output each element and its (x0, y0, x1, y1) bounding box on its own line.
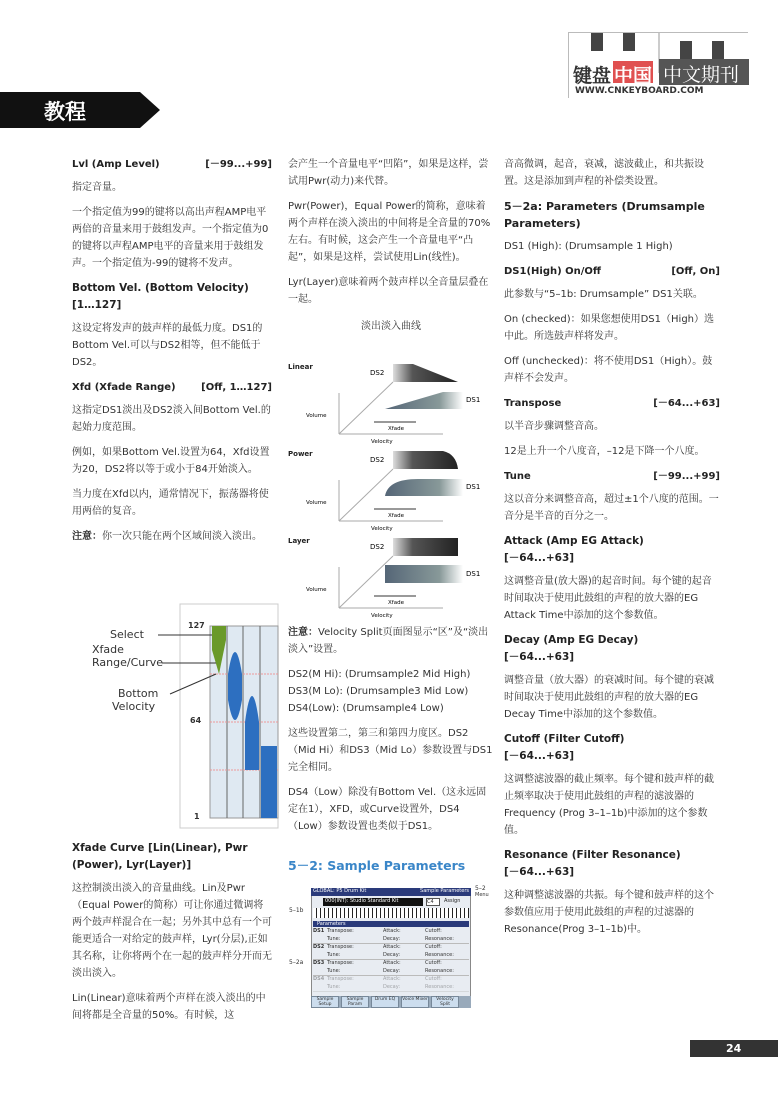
resonance-label: Resonance: (425, 952, 454, 958)
ds1-curve (385, 565, 463, 583)
ds-label: DS2 (313, 944, 325, 950)
note-text: 你一次只能在两个区域间淡入淡出。 (102, 531, 262, 542)
paragraph: 调整音量（放大器）的衰减时间。每个键的衰减时间取决于使用此鼓组的声程的放大器的EG Decay Time中添加的这个参数值。 (504, 675, 714, 720)
paragraph: 指定音量。 (72, 182, 122, 193)
label-select: Select (110, 628, 144, 641)
page-number-bar (690, 1040, 778, 1057)
section-heading: 5－2a: Parameters (Drumsample Parameters) (504, 200, 705, 230)
velocity-label: Velocity (371, 439, 393, 445)
note (72, 528, 272, 545)
callout-5-2a: 5–2a (289, 959, 304, 966)
param-range: [－99...+99] (653, 471, 720, 482)
param-title: Decay (Amp EG Decay) (504, 634, 639, 646)
param-range: [－64...+63] (504, 750, 575, 762)
paragraph: 这调整滤波器的截止频率。每个键和鼓声样的截止频率取决于使用此鼓组的声程的滤波器的Frequency (Prog 3–1–1b)中添加的这个参数值。 (504, 774, 714, 836)
paragraph: Pwr(Power)，Equal Power的简称，意味着两个声样在淡入淡出的中间将是全音量的70%左右。有时候，这会产生一个音量电平“凸起”，如果是这样，尝试使用Lin(线性)。 (288, 201, 491, 263)
logo (568, 32, 748, 98)
callout-menu: 5–2 (475, 885, 486, 892)
ds-label: DS4 (313, 976, 325, 982)
paragraph: Off (unchecked)：将不使用DS1（High）。鼓声样不会发声。 (504, 356, 713, 384)
tick-64: 64 (190, 716, 202, 725)
section-heading: 5－2: Sample Parameters (288, 858, 466, 873)
param-title: Resonance (Filter Resonance) (504, 849, 681, 861)
ds-label: DS1 (313, 928, 325, 934)
volume-label: Volume (306, 413, 327, 419)
ds2-curve (393, 364, 458, 382)
logo-text-2: 中国 (614, 65, 653, 87)
volume-label: Volume (306, 500, 327, 506)
column-2 (288, 156, 494, 345)
attack-label: Attack: (383, 976, 401, 982)
keyboard-strip[interactable] (313, 908, 469, 918)
transpose-label: Transpose: (327, 944, 354, 950)
paragraph: 这指定DS1淡出及DS2淡入间Bottom Vel.的起始力度范围。 (72, 405, 271, 433)
callout-menu-label: Menu (475, 892, 489, 898)
param-title: Lvl (Amp Level) (72, 159, 160, 170)
paragraph: 12是上升一个八度音，–12是下降一个八度。 (504, 446, 705, 457)
resonance-label: Resonance: (425, 968, 454, 974)
ds1-curve (385, 479, 463, 496)
tick-127: 127 (188, 621, 205, 630)
decay-label: Decay: (383, 936, 401, 942)
param-title: DS1(High) On/Off (504, 266, 602, 277)
paragraph: Lyr(Layer)意味着两个鼓声样以全音量层叠在一起。 (288, 277, 489, 305)
kit-name[interactable]: 000(INT): Studio Standard Kit (323, 898, 423, 906)
paragraph: 这种调整滤波器的共振。每个键和鼓声样的这个参数值应用于使用此鼓组的声程的过滤器的Resonance(Prog 3–1–1b)中。 (504, 890, 714, 935)
decay-label: Decay: (383, 984, 401, 990)
sample-parameters-screen (289, 883, 489, 1013)
param-range: [－64...+63] (653, 398, 720, 409)
ds2-curve (393, 538, 458, 556)
attack-label: Attack: (383, 944, 401, 950)
param-title: Xfade Curve [Lin(Linear), Pwr (Power), Lyr(Layer)] (72, 842, 248, 871)
ds1-label: DS1 (466, 483, 481, 491)
param-range: [－64...+63] (504, 552, 575, 564)
column-3 (504, 156, 720, 946)
logo-url: WWW.CNKEYBOARD.COM (575, 86, 704, 96)
ds1-curve (385, 392, 463, 409)
label-bottom: Bottom (118, 687, 159, 700)
param-range: [－64...+63] (504, 651, 575, 663)
resonance-label: Resonance: (425, 984, 454, 990)
ds-row (313, 960, 469, 976)
ds-line: DS2(M Hi): (Drumsample2 Mid High) (288, 669, 471, 680)
transpose-label: Transpose: (327, 960, 354, 966)
page-number: 24 (726, 1042, 742, 1055)
note (288, 624, 494, 658)
param-range: [Off, On] (671, 266, 720, 277)
tune-label: Tune: (327, 984, 341, 990)
paragraph: 这控制淡出淡入的音量曲线。Lin及Pwr（Equal Power的简称）可让你通过微调将两个鼓声样混合在一起；另外其中总有一个可能更适合一对给定的鼓声样，Lyr(分层),正如其名称，让你将两个在一起的鼓声样分开而无淡出淡入。 (72, 883, 272, 979)
decay-label: Decay: (383, 968, 401, 974)
curve-label: Layer (288, 537, 310, 545)
note-text: Velocity Split页面图显示“区”及“淡出淡入”设置。 (288, 627, 489, 655)
ds-line: DS3(M Lo): (Drumsample3 Mid Low) (288, 686, 469, 697)
diagonal-axis (339, 469, 393, 521)
ds-row (313, 944, 469, 960)
paragraph: 此参数与“5–1b: Drumsample” DS1关联。 (504, 289, 703, 300)
title-text: Bottom Vel. (Bottom Velocity) (72, 282, 249, 294)
paragraph: 这调整音量(放大器)的起音时间。每个键的起音时间取决于使用此鼓组的声程的放大器的EG Attack Time中添加的这个参数值。 (504, 576, 712, 621)
screen-tab[interactable]: Voice Mixer (401, 996, 429, 1008)
screen-tab[interactable]: Velocity Split (431, 996, 459, 1008)
param-range: [1…127] (72, 299, 122, 311)
tune-label: Tune: (327, 968, 341, 974)
column-1 (72, 156, 272, 553)
cutoff-label: Cutoff: (425, 960, 442, 966)
cutoff-label: Cutoff: (425, 944, 442, 950)
label-range-curve: Range/Curve (92, 656, 164, 669)
label-velocity: Velocity (112, 700, 156, 713)
xfade-curves-figure (288, 355, 498, 619)
ds-row (313, 928, 469, 944)
logo-text-1: 键盘 (573, 65, 612, 87)
paragraph: 一个指定值为99的键将以高出声程AMP电平两倍的音量来用于鼓组发声。一个指定值为0的键将以声程AMP电平的音量来用于鼓组发声。一个指定值为-99的键将不发声。 (72, 207, 269, 269)
ds1-label: DS1 (466, 396, 481, 404)
param-range: [－99...+99] (205, 159, 272, 170)
paragraph: 会产生一个音量电平“凹陷”，如果是这样，尝试用Pwr(动力)来代替。 (288, 159, 489, 187)
paragraph: DS4（Low）除没有Bottom Vel.（这永远固定在1），XFD，或Curve设置外，DS4（Low）参数设置也类似于DS1。 (288, 787, 487, 832)
tune-label: Tune: (327, 952, 341, 958)
param-title: Cutoff (Filter Cutoff) (504, 733, 625, 745)
paragraph: 这些设置第二，第三和第四力度区。DS2（Mid Hi）和DS3（Mid Lo）参数设置与DS1完全相同。 (288, 728, 493, 773)
logo-text-3: 中文期刊 (663, 64, 740, 86)
column-1-lower (72, 840, 272, 1032)
ds2-label: DS2 (370, 456, 385, 464)
attack-label: Attack: (383, 960, 401, 966)
ds2-label: DS2 (370, 369, 385, 377)
screen-title-bar (311, 888, 471, 896)
paragraph: 这设定将发声的鼓声样的最低力度。DS1的Bottom Vel.可以与DS2相等，但不能低于DS2。 (72, 323, 263, 368)
column-2-lower (288, 624, 494, 882)
decay-label: Decay: (383, 952, 401, 958)
screen-title: GLOBAL: P5 Drum Kit (313, 888, 367, 894)
note-label: 注意： (72, 531, 102, 542)
section-header (0, 92, 160, 128)
label-xfade: Xfade (92, 643, 124, 656)
screen-tab[interactable]: Sample Setup (311, 996, 339, 1008)
callout-5-1b: 5–1b (289, 907, 304, 914)
ds-line: DS4(Low): (Drumsample4 Low) (288, 703, 444, 714)
ds-row (313, 976, 469, 992)
paragraph: DS1 (High): (Drumsample 1 High) (504, 241, 673, 252)
transpose-label: Transpose: (327, 976, 354, 982)
volume-label: Volume (306, 587, 327, 593)
figure-caption: 淡出淡入曲线 (361, 321, 421, 332)
resonance-label: Resonance: (425, 936, 454, 942)
note-label: 注意： (288, 627, 318, 638)
curve-label: Power (288, 450, 313, 458)
param-title: Xfd (Xfade Range) (72, 382, 176, 393)
params-header: Parameters (313, 921, 469, 927)
key-field[interactable]: C4 (426, 898, 440, 906)
ds2-curve (393, 451, 458, 469)
attack-label: Attack: (383, 928, 401, 934)
assign-checkbox[interactable]: Assign (444, 898, 461, 904)
paragraph: 例如，如果Bottom Vel.设置为64，Xfd设置为20，DS2将以等于或小于84开始淡入。 (72, 447, 270, 475)
tick-1: 1 (194, 812, 200, 821)
ds2-label: DS2 (370, 543, 385, 551)
paragraph: On (checked)：如果您想使用DS1（High）选中此。所选鼓声样将发声。 (504, 314, 715, 342)
param-range: [－64...+63] (504, 866, 575, 878)
velocity-split-figure (70, 600, 280, 830)
param-title: Transpose (504, 398, 562, 409)
param-range: [Off, 1…127] (201, 382, 272, 393)
cutoff-label: Cutoff: (425, 976, 442, 982)
diagonal-axis (339, 382, 393, 434)
param-title (72, 280, 272, 314)
paragraph: 当力度在Xfd以内，通常情况下，振荡器将使用两倍的复音。 (72, 489, 269, 517)
xfade-label: Xfade (388, 426, 404, 432)
xfade-label: Xfade (388, 513, 404, 519)
paragraph: 音高微调，起音，衰减，滤波截止，和共振设置。这是添加到声程的补偿类设置。 (504, 159, 704, 187)
cutoff-label: Cutoff: (425, 928, 442, 934)
diagonal-axis (339, 556, 393, 608)
screen-tab[interactable]: Drum EQ (371, 996, 399, 1008)
paragraph: 这以音分来调整音高，超过±1个八度的范围。一音分是半音的百分之一。 (504, 494, 719, 522)
tune-label: Tune: (327, 936, 341, 942)
ds-list (288, 666, 494, 717)
curve-label: Linear (288, 363, 313, 371)
param-title: Tune (504, 471, 531, 482)
param-title: Attack (Amp EG Attack) (504, 535, 644, 547)
paragraph: Lin(Linear)意味着两个声样在淡入淡出的中间将都是全音量的50%。有时候，这 (72, 993, 266, 1021)
velocity-label: Velocity (371, 613, 393, 619)
xfade-label: Xfade (388, 600, 404, 606)
screen-page: Sample Parameters (420, 888, 469, 894)
ds-label: DS3 (313, 960, 325, 966)
ds1-label: DS1 (466, 570, 481, 578)
screen-tab[interactable]: Sample Param (341, 996, 369, 1008)
section-title: 教程 (44, 100, 86, 124)
velocity-label: Velocity (371, 526, 393, 532)
paragraph: 以半音步骤调整音高。 (504, 421, 604, 432)
transpose-label: Transpose: (327, 928, 354, 934)
